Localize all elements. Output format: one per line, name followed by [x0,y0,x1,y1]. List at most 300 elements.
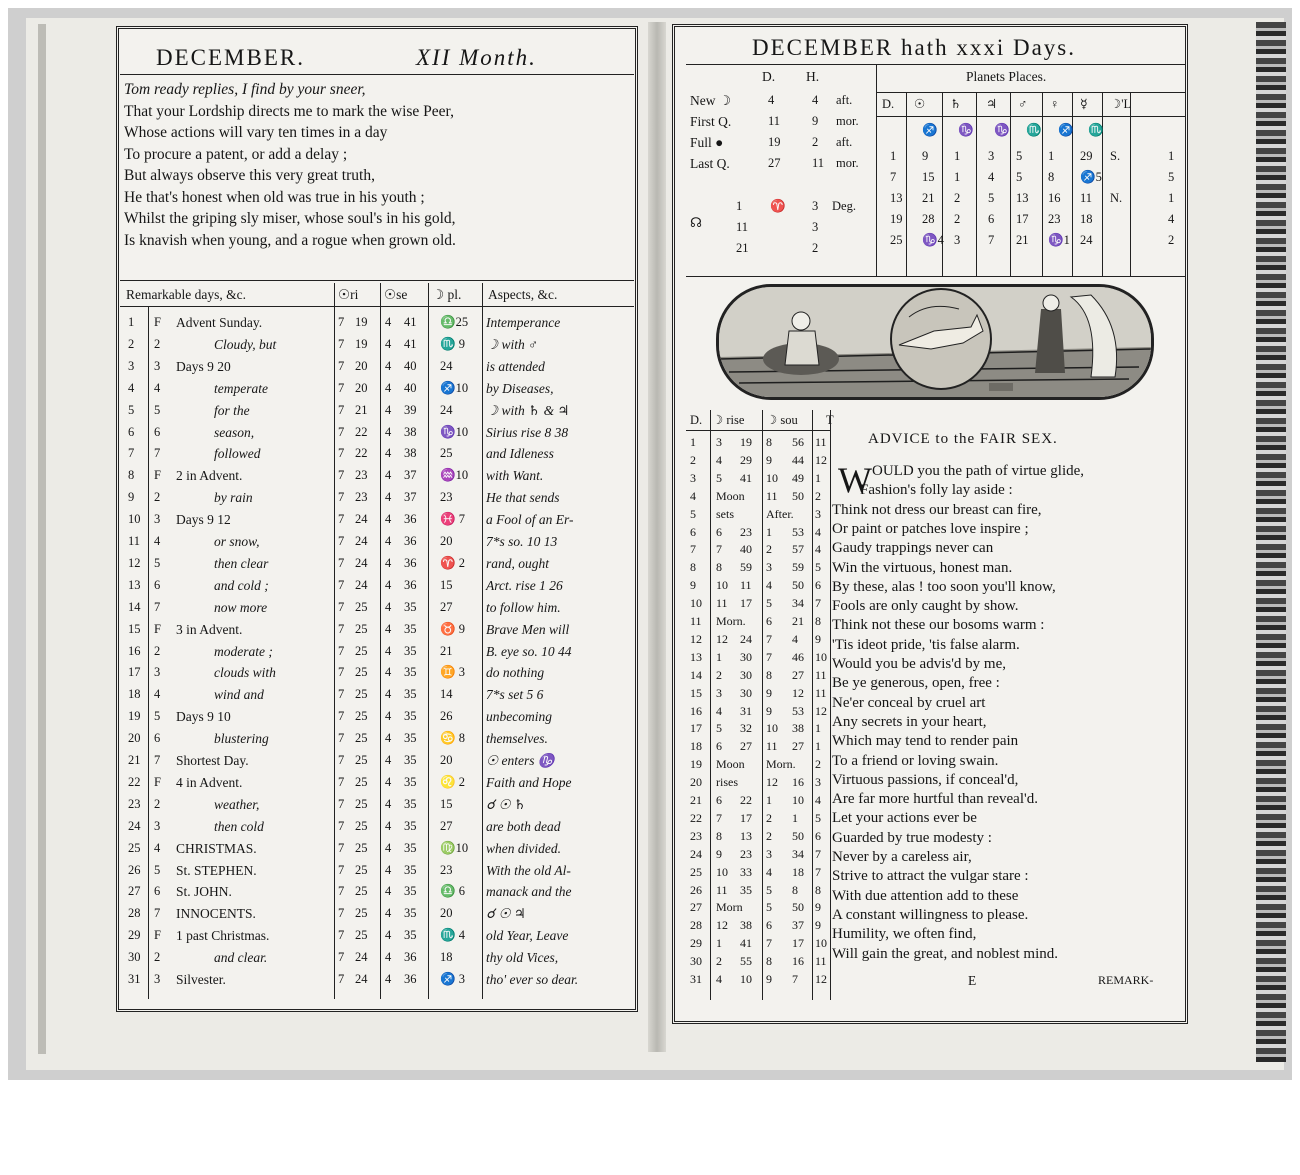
sunrise-minute: 22 [355,424,368,439]
moonrise-value: 7 [716,542,722,557]
moonrise-value: 12 [815,703,827,718]
advice-line: Would you be advis'd by me, [832,656,1006,672]
moonrise-value: Moon [716,757,745,772]
sunset-hour: 4 [385,687,392,702]
planet-sign: ♑ [958,123,974,137]
remarkable-day-text: then clear [214,555,269,571]
poem-line: That your Lordship directs me to mark the wise Peer, [124,102,454,120]
moon-phase-ampm: aft. [836,135,853,149]
moonrise-value: 10 [815,936,827,951]
aspect-text: Intemperance [486,315,561,330]
planet-place-value: 23 [1048,212,1061,226]
remarkable-day-text: 3 in Advent. [176,621,243,637]
sunset-minute: 36 [404,577,417,592]
moonrise-value: 7 [766,649,772,664]
calendar-column-header: Remarkable days, &c. [126,287,246,302]
weekday-letter: 3 [154,818,161,833]
sunrise-minute: 25 [355,818,368,833]
moonrise-value: 11 [766,739,778,754]
sunset-minute: 40 [404,380,417,395]
advice-line: With due attention add to these [832,887,1019,904]
moonrise-value: 7 [766,936,772,951]
advice-line: Virtuous passions, if conceal'd, [832,771,1019,788]
moonrise-value: 27 [792,739,804,754]
moon-col-hour: H. [806,69,820,84]
planet-column-header: D. [882,97,895,111]
remarkable-day-text: moderate ; [214,643,273,659]
moonrise-value: 11 [815,667,827,682]
moonrise-value: 7 [766,631,772,646]
sunset-hour: 4 [385,599,392,614]
moonrise-value: 20 [690,775,702,790]
moon-place: 20 [440,753,453,767]
moon-place: ♐10 [440,380,469,395]
moonrise-value: 7 [815,596,821,611]
remarkable-day-text: Cloudy, but [214,336,277,352]
moonrise-value: 2 [690,452,696,467]
weekday-letter: 2 [154,336,161,351]
aspect-text: B. eye so. 10 44 [486,643,572,659]
moonrise-value: 12 [766,775,778,790]
column-divider [482,283,483,999]
moon-place: 21 [440,643,453,658]
moonrise-value: 3 [815,775,821,790]
moonrise-value: 9 [766,703,772,718]
aspect-text: unbecoming [486,709,552,725]
moonrise-value: Moon [716,488,745,503]
moonrise-value: 19 [690,757,702,772]
moon-place: 27 [440,818,453,833]
planet-header-rule [876,116,1186,117]
moonrise-value: 7 [815,864,821,879]
planet-column-divider [906,92,907,276]
moon-place: ♊ 3 [440,665,465,680]
moon-block-divider [876,64,877,276]
moon-place: ♉ 9 [440,621,465,636]
column-divider [428,283,429,999]
moonrise-value: 1 [690,435,696,449]
day-of-month: 7 [128,446,135,461]
moonrise-value: 53 [792,524,804,539]
moonrise-value: 3 [766,846,772,861]
planet-place-value: 13 [1016,191,1029,205]
planet-place-value: 5 [1016,149,1023,163]
sunset-minute: 35 [404,621,417,636]
sunrise-minute: 24 [355,972,368,986]
poem-line: Whilst the griping sly miser, whose soul's in his gold, [124,210,456,227]
aspect-text: do nothing [486,665,545,681]
moon-phase-name: Last Q. [690,156,730,171]
moonrise-value: 8 [766,667,772,682]
remarkable-day-text: and clear. [214,950,268,966]
aspect-text: tho' ever so dear. [486,972,579,987]
day-of-month: 6 [128,424,135,439]
sunrise-minute: 25 [355,774,368,789]
moonrise-value: 11 [815,685,827,700]
sunrise-minute: 25 [355,643,368,658]
sunrise-hour: 7 [338,731,345,746]
weekday-letter: 4 [154,840,161,855]
moonrise-value: 8 [716,828,722,843]
aspect-text: a Fool of an Er- [486,512,574,528]
planet-place-value: ♑1 [1048,233,1070,247]
aspect-text: 7*s set 5 6 [486,687,544,703]
moon-phase-name: Full ● [690,135,724,150]
moon-place: 24 [440,358,453,373]
sunset-hour: 4 [385,950,392,965]
moon-phase-day: 11 [768,114,781,128]
sunrise-minute: 20 [355,358,368,373]
moonrise-value: 30 [690,954,702,969]
planet-place-value: 28 [922,212,935,226]
moonrise-value: 16 [792,954,804,969]
moonrise-value: 30 [740,685,752,700]
moon-place: ♑10 [440,424,469,439]
planet-place-value: 2 [954,191,961,205]
moonrise-value: 6 [690,524,696,539]
planet-place-value: 7 [988,233,995,247]
aspect-text: with Want. [486,468,544,484]
moonrise-value: 23 [690,828,702,843]
marbled-page-edge [1256,22,1286,1062]
day-of-month: 31 [128,972,141,986]
moonrise-column-divider [710,410,711,1000]
weekday-letter: 4 [154,534,161,548]
calendar-column-header: ☉ri [338,287,359,302]
weekday-letter: 3 [154,358,161,373]
aspect-text: thy old Vices, [486,950,559,966]
sunrise-minute: 25 [355,665,368,680]
moonrise-value: 41 [740,470,752,485]
sunrise-hour: 7 [338,577,345,592]
moonrise-value: 1 [815,721,821,736]
moonrise-value: 4 [815,524,821,539]
planet-place-value: ♐5 [1080,170,1102,184]
sunrise-minute: 25 [355,862,368,877]
sunrise-minute: 25 [355,884,368,899]
moon-place: 20 [440,906,453,921]
planet-column-divider [1102,92,1103,276]
node-day: 11 [736,220,749,234]
sunset-hour: 4 [385,380,392,395]
moonrise-value: 9 [766,685,772,700]
moonrise-value: 29 [740,452,752,467]
moonrise-value: 5 [716,470,722,485]
sunset-hour: 4 [385,577,392,592]
sunrise-minute: 25 [355,687,368,702]
moonrise-value: 41 [740,936,752,951]
sunrise-hour: 7 [338,906,345,921]
page-bottom-margin [0,1084,1300,1175]
moonrise-value: 4 [716,452,722,467]
sunrise-minute: 25 [355,731,368,746]
sunrise-hour: 7 [338,687,345,702]
moonrise-value: 9 [815,900,821,915]
sunrise-hour: 7 [338,643,345,658]
sunset-minute: 40 [404,358,417,373]
moonrise-value: 5 [716,721,722,736]
poem-line: Tom ready replies, I find by your sneer, [124,81,366,98]
moonrise-value: 8 [766,954,772,969]
aspect-text: Faith and Hope [486,774,572,790]
day-of-month: 8 [128,468,135,483]
planet-place-value: 16 [1048,191,1061,205]
aspect-text: and Idleness [486,446,554,462]
poem-line: He that's honest when old was true in his youth ; [124,188,425,206]
planet-place-value: 29 [1080,149,1093,163]
remarkable-day-text: weather, [214,796,260,812]
weekday-letter: 6 [154,884,161,899]
sunset-hour: 4 [385,643,392,658]
remarkable-day-text: by rain [214,490,253,506]
sunrise-hour: 7 [338,972,345,986]
moonrise-value: 1 [766,524,772,539]
weekday-letter: 5 [154,555,161,570]
catchword: REMARK- [1098,973,1154,987]
sunset-minute: 35 [404,840,417,855]
weekday-letter: 3 [154,972,161,986]
moonrise-value: 27 [690,900,702,915]
weekday-letter: F [154,774,161,789]
planet-place-value: 18 [1080,212,1093,226]
remarkable-day-text: wind and [214,687,264,703]
header-rule [120,74,634,75]
moonrise-value: 34 [792,846,804,861]
moonrise-value: 10 [716,578,728,593]
weekday-letter: 4 [154,687,161,702]
moonrise-value: 25 [690,864,702,879]
sunset-hour: 4 [385,490,392,505]
sunrise-hour: 7 [338,862,345,877]
woodcut-illustration [716,284,1154,400]
moon-place: ♏ 4 [440,928,465,943]
planet-place-value: 1 [1048,149,1055,163]
planet-column-header: ☽'L [1110,97,1132,111]
moonrise-value: 4 [766,578,772,593]
aspect-text: ☉ enters ♑ [486,753,555,768]
aspect-text: old Year, Leave [486,928,569,944]
moonrise-value: 2 [766,828,772,843]
moonrise-value: 9 [815,631,821,646]
moonrise-value: 10 [766,721,778,736]
moonrise-value: 28 [690,918,702,933]
day-of-month: 22 [128,774,141,789]
advice-line: Think not these our bosoms warm : [832,617,1045,634]
calendar-column-header: Aspects, &c. [488,287,558,302]
weekday-letter: 5 [154,862,161,877]
moonrise-value: 4 [815,793,821,807]
day-of-month: 19 [128,709,141,724]
moonrise-value: 12 [716,918,728,933]
sunrise-hour: 7 [338,336,345,351]
remarkable-day-text: 2 in Advent. [176,468,243,484]
weekday-letter: 6 [154,424,161,439]
moonrise-value: 11 [716,882,728,897]
moonrise-value: 6 [815,578,821,593]
moon-place: ♐ 3 [440,972,465,986]
moonrise-value: 3 [766,560,772,575]
sunrise-hour: 7 [338,884,345,899]
moonrise-value: 4 [792,631,798,646]
moonrise-value: 9 [690,578,696,593]
planet-place-value: 2 [1168,233,1175,247]
aspect-text: by Diseases, [486,380,554,396]
moonrise-value: Morn. [766,757,796,772]
moonrise-value: 6 [766,614,772,628]
moonrise-value: Morn [716,900,743,915]
day-of-month: 17 [128,665,141,680]
planet-place-value: 1 [1168,149,1175,163]
planet-column-divider [942,92,943,276]
sunset-hour: 4 [385,534,392,548]
sunrise-minute: 19 [355,336,368,351]
moonrise-value: 23 [740,846,752,861]
moon-place: ♋ 8 [440,731,465,746]
advice-line: Win the virtuous, honest man. [832,559,1013,576]
node-degree: 2 [812,241,819,255]
moonrise-value: 4 [690,488,696,503]
sunset-hour: 4 [385,665,392,680]
sunrise-minute: 25 [355,709,368,724]
planet-place-value: 2 [954,212,961,226]
moonrise-column-divider [762,410,763,1000]
moonrise-value: 5 [690,506,696,521]
moonrise-value: 31 [690,972,702,986]
sunrise-hour: 7 [338,534,345,548]
advice-line: Are far more hurtful than reveal'd. [832,791,1038,808]
advice-line: To a friend or loving swain. [832,752,999,769]
moonrise-value: 26 [690,882,702,897]
sunset-hour: 4 [385,555,392,570]
moonrise-column-header: ☽ sou [766,413,798,427]
planet-place-value: 3 [954,233,961,247]
advice-line: Humility, we often find, [832,926,977,943]
day-of-month: 30 [128,950,141,965]
moonrise-value: 44 [792,452,804,467]
sunrise-hour: 7 [338,446,345,461]
sunrise-minute: 24 [355,555,368,570]
weekday-letter: F [154,621,161,636]
advice-line: 'Tis ideot pride, 'tis false alarm. [832,636,1020,653]
moonrise-value: 30 [740,667,752,682]
planet-sign: ♏ [1026,123,1042,137]
sunset-hour: 4 [385,468,392,483]
moonrise-value: 17 [740,810,752,825]
sunrise-minute: 25 [355,928,368,943]
moonrise-value: 49 [792,470,804,485]
sunrise-hour: 7 [338,774,345,789]
moonrise-value: 56 [792,435,804,449]
moonrise-value: 34 [792,596,804,611]
sunrise-hour: 7 [338,315,345,329]
moonrise-value: 37 [792,918,804,933]
moonrise-value: 10 [766,470,778,485]
node-day: 21 [736,241,749,255]
day-of-month: 1 [128,315,135,329]
sunset-hour: 4 [385,424,392,439]
sunrise-hour: 7 [338,840,345,855]
moonrise-value: 22 [690,810,702,825]
day-of-month: 23 [128,796,141,811]
advice-line: Strive to attract the vulgar stare : [832,868,1029,885]
sunrise-minute: 25 [355,840,368,855]
weekday-letter: F [154,928,161,943]
planet-place-value: 1 [954,149,961,163]
aspect-text: ☌ ☉ ♄ [486,796,527,812]
sunset-minute: 38 [404,424,417,439]
advice-line: Let your actions ever be [832,810,977,827]
moonrise-value: 1 [815,470,821,485]
sunset-hour: 4 [385,336,392,351]
moonrise-value: 23 [740,524,752,539]
sunset-hour: 4 [385,512,392,527]
advice-line: Any secrets in your heart, [832,713,987,730]
planet-sign: ♑ [994,123,1010,137]
weekday-letter: 3 [154,665,161,680]
sunrise-minute: 23 [355,490,368,505]
sunrise-minute: 24 [355,950,368,965]
remarkable-day-text: Silvester. [176,972,226,987]
planet-column-header: ♄ [950,97,962,111]
moonrise-value: 27 [792,667,804,682]
moon-place: 14 [440,687,453,702]
sunset-minute: 35 [404,818,417,833]
sunset-minute: 36 [404,950,417,965]
moonrise-value: 16 [792,775,804,790]
moonrise-value: 1 [766,793,772,807]
advice-line: Be ye generous, open, free : [832,675,1000,692]
sunrise-minute: 24 [355,577,368,592]
moon-place: ♎25 [440,315,469,329]
moonrise-value: 6 [766,918,772,933]
moonrise-value: 29 [690,936,702,951]
aspect-text: rand, ought [486,555,550,571]
planet-place-value: 1 [890,149,897,163]
right-page-heading: DECEMBER hath xxxi Days. [752,35,1076,60]
sunset-hour: 4 [385,796,392,811]
moonrise-header-rule [686,430,830,431]
aspect-text: Brave Men will [486,621,570,637]
day-of-month: 25 [128,840,141,855]
remarkable-day-text: Days 9 20 [176,358,231,374]
planet-place-value: ♑4 [922,233,944,247]
moon-place: 23 [440,490,453,505]
weekday-letter: 6 [154,577,161,592]
moonrise-value: 4 [716,972,722,986]
sunset-hour: 4 [385,402,392,417]
moonrise-value: 3 [815,506,821,521]
moon-phase-hour: 4 [812,93,819,107]
sunset-minute: 36 [404,534,417,548]
day-of-month: 9 [128,490,135,505]
weekday-letter: 2 [154,796,161,811]
moon-place: 20 [440,534,453,548]
top-tables-rule [686,276,1186,277]
moonrise-value: 50 [792,578,804,593]
planet-place-value: 13 [890,191,903,205]
moonrise-value: 5 [766,882,772,897]
moonrise-value: 11 [815,954,827,969]
remarkable-day-text: for the [214,402,250,418]
sunset-minute: 37 [404,468,417,483]
planet-place-value: 11 [1080,191,1093,205]
moonrise-value: 10 [815,649,827,664]
moon-phase-ampm: aft. [836,93,853,107]
sunrise-minute: 24 [355,534,368,548]
sunrise-hour: 7 [338,796,345,811]
moonrise-value: 1 [815,739,821,754]
weekday-letter: 5 [154,402,161,417]
